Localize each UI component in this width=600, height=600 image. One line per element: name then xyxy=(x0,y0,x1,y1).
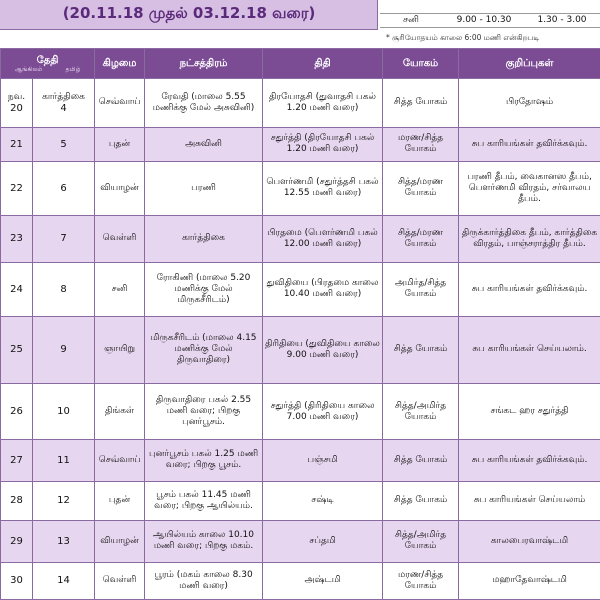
table-header-row xyxy=(1,49,600,79)
cell-tamil-date: 10 xyxy=(33,384,95,440)
cell-weekday: செவ்வாய் xyxy=(95,440,145,482)
table-row xyxy=(1,562,600,599)
cell-tithi: சதுர்த்தி (திரிதியை காலை 7.00 மணி வரை) xyxy=(263,384,383,440)
cell-weekday: சனி xyxy=(95,262,145,316)
table-row xyxy=(1,384,600,440)
sunrise-footnote: * சூரியோதயம் காலை 6:00 மணி என்கிறபடி xyxy=(386,33,540,42)
cell-tithi: அஷ்டமி xyxy=(263,562,383,599)
table-row xyxy=(1,316,600,383)
cell-weekday: திங்கள் xyxy=(95,384,145,440)
time-slot-1: 9.00 - 10.30 xyxy=(456,15,512,25)
cell-notes: சுப காரியங்கள் தவிர்க்கவும். xyxy=(459,262,600,316)
cell-tithi: பௌர்ணமி (சதுர்த்தசி பகல் 12.55 மணி வரை) xyxy=(263,162,383,216)
cell-tithi: சப்தமி xyxy=(263,521,383,563)
cell-weekday: ஞாயிறு xyxy=(95,316,145,383)
cell-notes: சுப காரியங்கள் தவிர்க்கவும். xyxy=(459,440,600,482)
col-date: தேதி ஆங்கிலம் தமிழ் xyxy=(1,49,95,79)
cell-yogam: சித்த/அமிர்த யோகம் xyxy=(383,521,459,563)
title-banner xyxy=(0,0,378,30)
col-tithi: திதி xyxy=(263,49,383,79)
cell-yogam: மரண/சித்த யோகம் xyxy=(383,127,459,161)
cell-notes: சங்கட ஹர சதுர்த்தி xyxy=(459,384,600,440)
cell-weekday: செவ்வாய் xyxy=(95,79,145,128)
cell-weekday: புதன் xyxy=(95,481,145,520)
cell-tamil-date: 9 xyxy=(33,316,95,383)
cell-yogam: சித்த/மரண யோகம் xyxy=(383,215,459,262)
table-row xyxy=(1,215,600,262)
cell-eng-date: 28 xyxy=(1,481,33,520)
cell-eng-date: 26 xyxy=(1,384,33,440)
col-date-sub-english: ஆங்கிலம் xyxy=(14,65,43,73)
col-date-sub-tamil: தமிழ் xyxy=(65,65,81,73)
cell-eng-date: 24 xyxy=(1,262,33,316)
cell-weekday: புதன் xyxy=(95,127,145,161)
cell-star: பூசம் பகல் 11.45 மணி வரை; பிறகு ஆயில்யம். xyxy=(145,481,263,520)
cell-star: ஆயில்யம் காலை 10.10 மணி வரை; பிறகு மகம். xyxy=(145,521,263,563)
cell-yogam: சித்த யோகம் xyxy=(383,440,459,482)
cell-tithi: பிரதமை (பௌர்ணமி பகல் 12.00 மணி வரை) xyxy=(263,215,383,262)
cell-star: ரேவதி (மாலை 5.55 மணிக்கு மேல் அசுவினி) xyxy=(145,79,263,128)
col-notes: குறிப்புகள் xyxy=(459,49,600,79)
cell-weekday: வெள்ளி xyxy=(95,562,145,599)
cell-weekday: வியாழன் xyxy=(95,162,145,216)
table-row xyxy=(1,262,600,316)
cell-eng-date: 21 xyxy=(1,127,33,161)
cell-tithi: சதுர்த்தி (திரயோதசி பகல் 1.20 மணி வரை) xyxy=(263,127,383,161)
cell-weekday: வெள்ளி xyxy=(95,215,145,262)
cell-tamil-date: 13 xyxy=(33,521,95,563)
cell-star: மிருகசீரிடம் (மாலை 4.15 மணிக்கு மேல் திருவாதிரை) xyxy=(145,316,263,383)
cell-star: திருவாதிரை பகல் 2.55 மணி வரை; பிறகு புனர்பூசம். xyxy=(145,384,263,440)
cell-eng-date: 22 xyxy=(1,162,33,216)
col-weekday: கிழமை xyxy=(95,49,145,79)
cell-star: புனர்பூசம் பகல் 1.25 மணி வரை; பிறகு பூசம். xyxy=(145,440,263,482)
cell-notes: பிரதோஷம் xyxy=(459,79,600,128)
col-yogam: யோகம் xyxy=(383,49,459,79)
cell-yogam: அமிர்த/சித்த யோகம் xyxy=(383,262,459,316)
cell-notes: சுப காரியங்கள் தவிர்க்கவும். xyxy=(459,127,600,161)
table-row xyxy=(1,162,600,216)
time-day: சனி xyxy=(403,15,419,25)
time-slot-2: 1.30 - 3.00 xyxy=(537,15,587,25)
cell-eng-date: 23 xyxy=(1,215,33,262)
cell-tamil-date: 6 xyxy=(33,162,95,216)
cell-tamil-date: கார்த்திகை 4 xyxy=(33,79,95,128)
cell-tamil-date: 11 xyxy=(33,440,95,482)
cell-star: கார்த்திகை xyxy=(145,215,263,262)
table-row xyxy=(1,79,600,128)
cell-star: பரணி xyxy=(145,162,263,216)
cell-tithi: துவிதியை (பிரதமை காலை 10.40 மணி வரை) xyxy=(263,262,383,316)
cell-tamil-date: 12 xyxy=(33,481,95,520)
cell-notes: சுப காரியங்கள் செய்யலாம் xyxy=(459,481,600,520)
col-star: நட்சத்திரம் xyxy=(145,49,263,79)
time-row-saturday xyxy=(380,14,600,28)
cell-yogam: சித்த/அமிர்த யோகம் xyxy=(383,384,459,440)
cell-yogam: சித்த யோகம் xyxy=(383,79,459,128)
table-row xyxy=(1,481,600,520)
date-range-title: (20.11.18 முதல் 03.12.18 வரை) xyxy=(62,4,316,22)
table-row xyxy=(1,440,600,482)
almanac-table xyxy=(0,48,600,600)
cell-eng-date: 27 xyxy=(1,440,33,482)
cell-notes: திருக்கார்த்திகை தீபம், கார்த்திகை விரதம், பாஞ்சராத்திர தீபம். xyxy=(459,215,600,262)
cell-eng-date: 25 xyxy=(1,316,33,383)
cell-yogam: சித்த யோகம் xyxy=(383,316,459,383)
cell-notes: பரணி தீபம், வைகானஸ தீபம், பௌர்ணமி விரதம், சர்வாலய தீபம். xyxy=(459,162,600,216)
cell-eng-date: நவ. 20 xyxy=(1,79,33,128)
top-header xyxy=(0,0,600,48)
cell-star: ரோகிணி (மாலை 5.20 மணிக்கு மேல் மிருகசீரிடம்) xyxy=(145,262,263,316)
cell-notes: மஹாதேவாஷ்டமி xyxy=(459,562,600,599)
cell-eng-date: 30 xyxy=(1,562,33,599)
cell-tithi: பஞ்சமி xyxy=(263,440,383,482)
cell-yogam: சித்த யோகம் xyxy=(383,481,459,520)
cell-tithi: திரயோதசி (துவாதசி பகல் 1.20 மணி வரை) xyxy=(263,79,383,128)
cell-tamil-date: 7 xyxy=(33,215,95,262)
cell-weekday: வியாழன் xyxy=(95,521,145,563)
cell-tamil-date: 5 xyxy=(33,127,95,161)
time-row-partial xyxy=(380,0,600,14)
cell-notes: சுப காரியங்கள் செய்யலாம். xyxy=(459,316,600,383)
cell-star: அசுவினி xyxy=(145,127,263,161)
cell-yogam: சித்த/மரண யோகம் xyxy=(383,162,459,216)
table-row xyxy=(1,127,600,161)
table-row xyxy=(1,521,600,563)
cell-eng-date: 29 xyxy=(1,521,33,563)
cell-tamil-date: 14 xyxy=(33,562,95,599)
cell-notes: காலபைரவாஷ்டமி xyxy=(459,521,600,563)
cell-yogam: மரண/சித்த யோகம் xyxy=(383,562,459,599)
cell-tithi: சஷ்டி xyxy=(263,481,383,520)
cell-tithi: திரிதியை (துவிதியை காலை 9.00 மணி வரை) xyxy=(263,316,383,383)
time-slot-box xyxy=(380,0,600,30)
cell-star: பூரம் (மகம் காலை 8.30 மணி வரை) xyxy=(145,562,263,599)
cell-tamil-date: 8 xyxy=(33,262,95,316)
